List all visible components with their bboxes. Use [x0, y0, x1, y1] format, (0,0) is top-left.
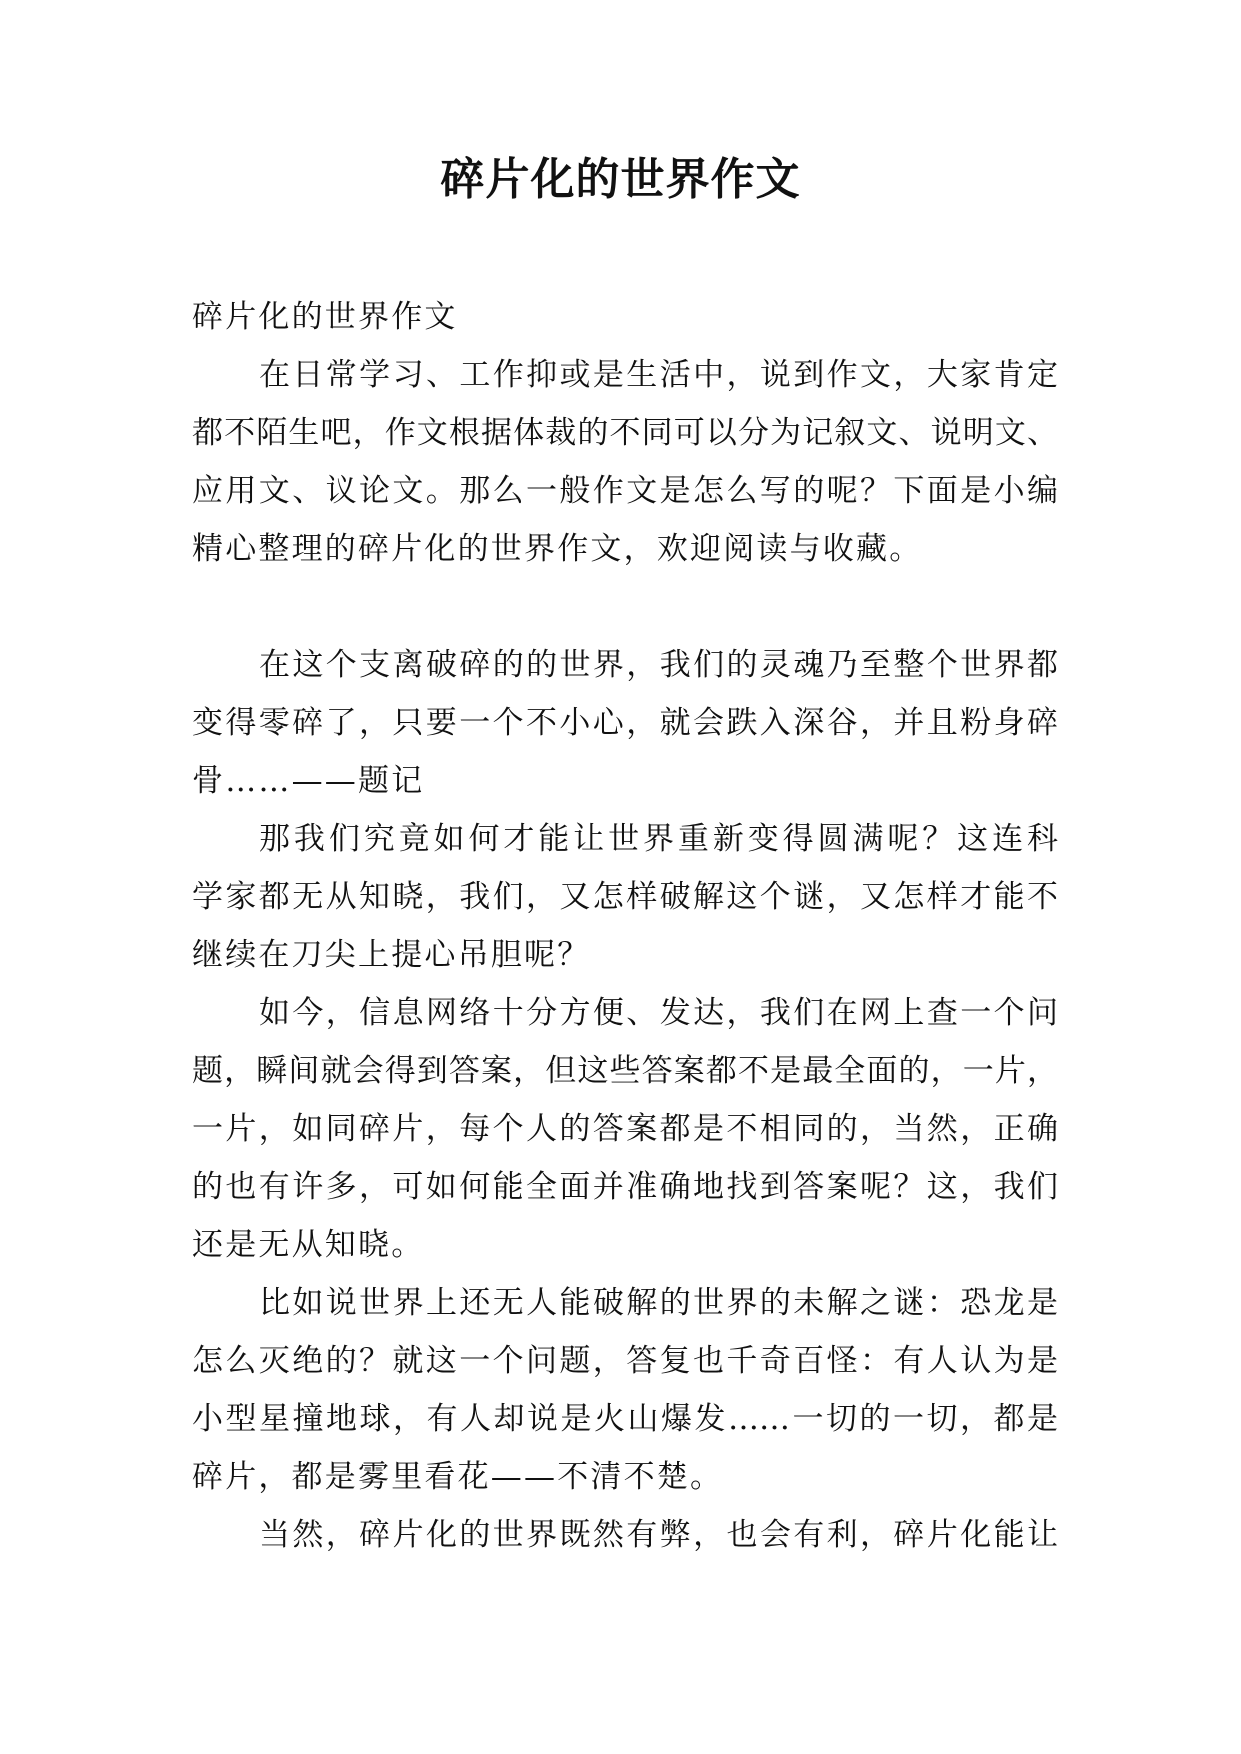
paragraph	[192, 1274, 1058, 1506]
text-line: 那我们究竟如何才能让世界重新变得圆满呢？这连科	[259, 821, 1058, 857]
text-line: 的也有许多，可如何能全面并准确地找到答案呢？这，我们	[192, 1169, 1058, 1205]
text-line: 在日常学习、工作抑或是生活中，说到作文，大家肯定	[259, 357, 1058, 393]
text-line: 题，瞬间就会得到答案，但这些答案都不是最全面的，一片，	[192, 1053, 1058, 1089]
paragraph	[192, 636, 1058, 810]
text-line: 一片，如同碎片，每个人的答案都是不相同的，当然，正确	[192, 1111, 1058, 1147]
text-line: 当然，碎片化的世界既然有弊，也会有利，碎片化能让	[259, 1517, 1058, 1553]
text-line: 骨……——题记	[192, 763, 425, 799]
text-line: 还是无从知晓。	[192, 1227, 425, 1263]
intro-paragraph	[192, 346, 1058, 578]
text-line: 变得零碎了，只要一个不小心，就会跌入深谷，并且粉身碎	[192, 705, 1058, 741]
text-line: 比如说世界上还无人能破解的世界的未解之谜：恐龙是	[259, 1285, 1058, 1321]
text-line: 如今，信息网络十分方便、发达，我们在网上查一个问	[259, 995, 1058, 1031]
paragraph-spacer	[192, 578, 1058, 636]
text-line: 小型星撞地球，有人却说是火山爆发……一切的一切，都是	[192, 1401, 1058, 1437]
text-line: 碎片，都是雾里看花——不清不楚。	[192, 1459, 724, 1495]
text-line: 怎么灭绝的？就这一个问题，答复也千奇百怪：有人认为是	[192, 1343, 1058, 1379]
text-line: 继续在刀尖上提心吊胆呢？	[192, 937, 591, 973]
document-body	[192, 288, 1058, 1564]
text-line: 都不陌生吧，作文根据体裁的不同可以分为记叙文、说明文、	[192, 415, 1058, 451]
document-title: 碎片化的世界作文	[440, 154, 801, 205]
paragraph	[192, 1506, 1058, 1564]
paragraph	[192, 810, 1058, 984]
text-line: 精心整理的碎片化的世界作文，欢迎阅读与收藏。	[192, 531, 923, 567]
text-line: 在这个支离破碎的的世界，我们的灵魂乃至整个世界都	[259, 647, 1058, 683]
text-line: 应用文、议论文。那么一般作文是怎么写的呢？下面是小编	[192, 473, 1058, 509]
text-line: 学家都无从知晓，我们，又怎样破解这个谜，又怎样才能不	[192, 879, 1058, 915]
document-subtitle: 碎片化的世界作文	[192, 299, 458, 335]
paragraph	[192, 984, 1058, 1274]
